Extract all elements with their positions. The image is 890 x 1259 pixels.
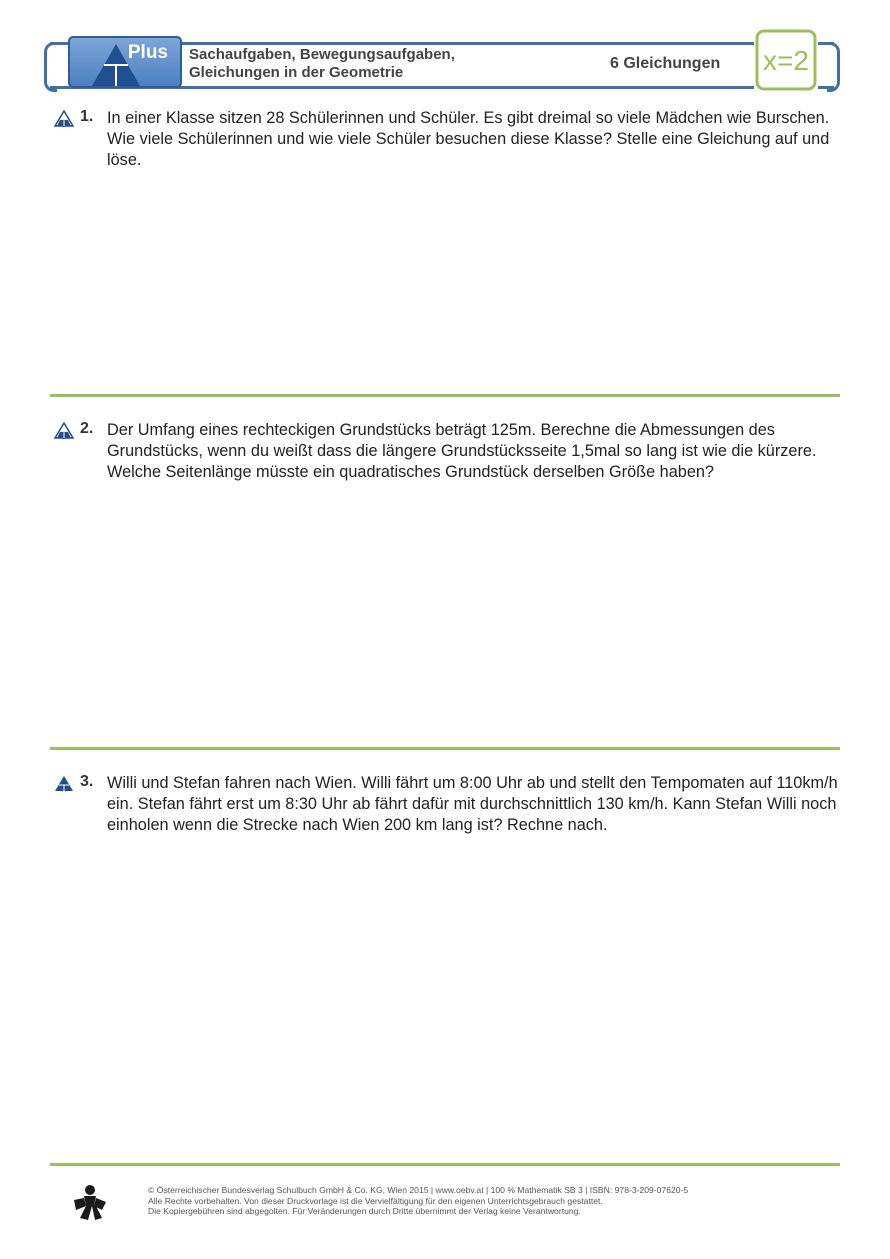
- plus-badge: [68, 36, 182, 88]
- footer-divider: [50, 1163, 840, 1166]
- task-text: In einer Klasse sitzen 28 Schülerinnen und Schüler. Es gibt dreimal so viele Mädchen wie Burschen. Wie viele Schülerinnen und wie viele Schüler besuchen diese Klasse? Stelle eine Gleichung auf und löse.: [107, 109, 830, 169]
- footer-line2: Alle Rechte vorbehalten. Von dieser Druckvorlage ist die Vervielfältigung für den eigenen Unterrichtsgebrauch gestattet.: [148, 1195, 603, 1206]
- task-number: 3.: [80, 773, 94, 790]
- section-divider: [50, 747, 840, 750]
- task-number: 1.: [80, 108, 94, 125]
- pyramid-outline-icon: [54, 110, 74, 127]
- page-header: [44, 34, 840, 92]
- chapter-title: 6 Gleichungen: [610, 55, 721, 72]
- plus-label: Plus: [127, 42, 168, 63]
- task-number: 2.: [80, 420, 94, 437]
- footer-copyright: [148, 1185, 688, 1217]
- section-divider: [50, 394, 840, 397]
- footer-line1: © Österreichischer Bundesverlag Schulbuch GmbH & Co. KG, Wien 2015 | www.oebv.at | 100 % Mathematik SB 3 | ISBN: 978-3-209-07620-5: [148, 1185, 689, 1195]
- task-text: Der Umfang eines rechteckigen Grundstücks beträgt 125m. Berechne die Abmessungen des Grundstücks, wenn du weißt dass die längere Grundstücksseite 1,5mal so lang ist wie die kürzere. Welche Seitenlänge müsste ein quadratisches Grundstück derselben Größe haben?: [107, 421, 817, 481]
- footer-line3: Die Kopiergebühren sind abgegolten. Für Veränderungen durch Dritte übernimmt der Verlag keine Verantwortung.: [148, 1206, 581, 1216]
- pyramid-outline-icon: [54, 422, 74, 439]
- x-equals-2-badge: [754, 28, 818, 92]
- header-bracket-right: [827, 42, 840, 92]
- pyramid-filled-icon: [54, 775, 74, 792]
- publisher-logo-icon: [70, 1184, 110, 1224]
- task-text: Willi und Stefan fahren nach Wien. Willi fährt um 8:00 Uhr ab und stellt den Tempomaten auf 110km/h ein. Stefan fährt erst um 8:30 Uhr ab fährt dafür mit durchschnittlich 130 km/h. Kann Stefan Willi noch einholen wenn die Strecke nach Wien 200 km lang ist? Rechne nach.: [107, 774, 838, 834]
- header-title-line1: Sachaufgaben, Bewegungsaufgaben,: [189, 46, 455, 63]
- header-bracket-left: [44, 42, 57, 92]
- badge-text: x=2: [763, 45, 809, 76]
- header-title: [189, 46, 455, 82]
- header-title-line2: Gleichungen in der Geometrie: [189, 64, 404, 81]
